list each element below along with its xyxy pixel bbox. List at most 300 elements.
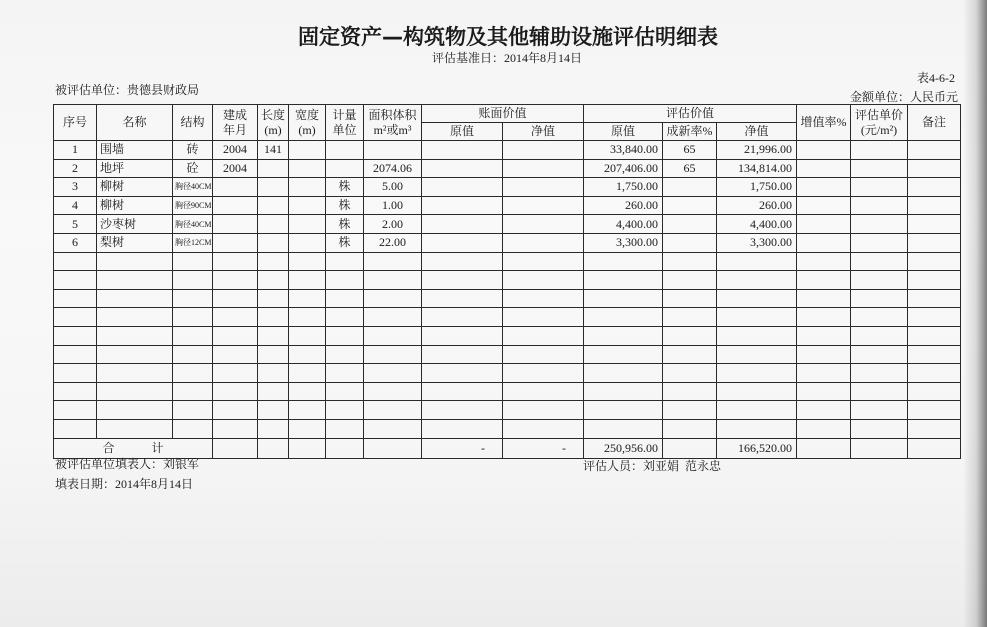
build-date-cell: [213, 233, 258, 252]
book-original-cell: [422, 141, 503, 160]
increase-rate-cell: [797, 419, 851, 438]
length-cell: [258, 401, 289, 420]
measure-unit-cell: [326, 289, 364, 308]
header-remarks: 备注: [908, 105, 961, 141]
header-line: 单位: [332, 122, 357, 137]
seq-cell: [54, 289, 97, 308]
seq-cell: [54, 271, 97, 290]
structure-cell: [173, 345, 213, 364]
book-original-cell: [422, 382, 503, 401]
build-date-cell: [213, 289, 258, 308]
newness-rate-cell: 65: [663, 141, 717, 160]
name-cell: [97, 289, 173, 308]
name-cell: [97, 364, 173, 383]
unit-price-cell: [851, 196, 908, 215]
table-row: [54, 233, 961, 252]
header-line: 面积体积: [368, 107, 417, 122]
newness-rate-cell: [663, 308, 717, 327]
length-cell: [258, 215, 289, 234]
book-net-cell: [503, 364, 584, 383]
book-original-cell: [422, 419, 503, 438]
newness-rate-cell: [663, 382, 717, 401]
increase-rate-cell: [797, 233, 851, 252]
measure-unit-cell: [326, 326, 364, 345]
length-cell: [258, 196, 289, 215]
length-cell: [258, 233, 289, 252]
book-original-cell: [422, 326, 503, 345]
newness-rate-cell: [663, 326, 717, 345]
empty-row: [54, 289, 961, 308]
build-date-cell: [213, 345, 258, 364]
appraisers: 评估人员：刘亚娟 范永忠: [583, 459, 722, 473]
width-cell: [289, 141, 326, 160]
unit-price-cell: [851, 233, 908, 252]
header-line: 年月: [222, 122, 247, 137]
empty-row: [54, 308, 961, 327]
width-cell: [289, 326, 326, 345]
unit-price-cell: [851, 326, 908, 345]
increase-rate-cell: [797, 364, 851, 383]
appraised-net-cell: [717, 419, 797, 438]
book-net-cell: [503, 252, 584, 271]
appraised-original-cell: 260.00: [584, 196, 663, 215]
measure-unit-cell: [326, 419, 364, 438]
header-line: 评估单价: [855, 107, 904, 122]
structure-cell: [173, 401, 213, 420]
filled-by: 被评估单位填表人：刘银军: [55, 457, 200, 471]
build-date-cell: [213, 326, 258, 345]
name-cell: 地坪: [97, 159, 173, 178]
table-total: [54, 438, 961, 458]
newness-rate-cell: [663, 345, 717, 364]
appraised-net-cell: [717, 382, 797, 401]
increase-rate-cell: [797, 308, 851, 327]
newness-rate-cell: [663, 196, 717, 215]
measure-unit-cell: [326, 141, 364, 160]
book-net-cell: [503, 215, 584, 234]
header-line: m²或m³: [373, 122, 412, 137]
width-cell: [289, 159, 326, 178]
header-unit-price: [851, 105, 908, 141]
measure-unit-cell: [326, 345, 364, 364]
total-label: 合 计: [54, 438, 213, 458]
appraised-original-cell: [584, 364, 663, 383]
measure-unit-cell: [326, 252, 364, 271]
appraised-original-cell: [584, 308, 663, 327]
total-width-cell: [289, 438, 326, 458]
structure-cell: 胸径40CM: [173, 178, 213, 197]
increase-rate-cell: [797, 141, 851, 160]
measure-unit-cell: [326, 382, 364, 401]
header-newness-rate: 成新率%: [663, 123, 717, 141]
seq-cell: [54, 326, 97, 345]
unit-price-cell: [851, 252, 908, 271]
book-net-cell: [503, 382, 584, 401]
total-appraised-original: 250,956.00: [584, 438, 663, 458]
quantity-cell: [364, 326, 422, 345]
base-date: 评估基准日：2014年8月14日: [431, 51, 582, 65]
book-net-cell: [503, 401, 584, 420]
book-original-cell: [422, 178, 503, 197]
book-original-cell: [422, 215, 503, 234]
remarks-cell: [908, 271, 961, 290]
width-cell: [289, 364, 326, 383]
book-original-cell: [422, 159, 503, 178]
header-line: (m): [298, 122, 316, 137]
structure-cell: 砼: [173, 159, 213, 178]
width-cell: [289, 215, 326, 234]
name-cell: [97, 252, 173, 271]
empty-row: [54, 401, 961, 420]
appraised-net-cell: [717, 252, 797, 271]
unit-price-cell: [851, 308, 908, 327]
width-cell: [289, 289, 326, 308]
increase-rate-cell: [797, 159, 851, 178]
remarks-cell: [908, 252, 961, 271]
header-appraised-value: 评估价值: [584, 105, 797, 123]
width-cell: [289, 233, 326, 252]
total-measure-unit-cell: [326, 438, 364, 458]
appraised-net-cell: [717, 345, 797, 364]
quantity-cell: [364, 141, 422, 160]
header-book-net: 净值: [503, 123, 584, 141]
measure-unit-cell: [326, 308, 364, 327]
unit-price-cell: [851, 419, 908, 438]
newness-rate-cell: [663, 289, 717, 308]
name-cell: 柳树: [97, 178, 173, 197]
unit-price-cell: [851, 178, 908, 197]
header-line: 建成: [222, 107, 247, 122]
empty-row: [54, 382, 961, 401]
build-date-cell: [213, 382, 258, 401]
book-net-cell: [503, 289, 584, 308]
newness-rate-cell: [663, 233, 717, 252]
measure-unit-cell: [326, 401, 364, 420]
book-original-cell: [422, 364, 503, 383]
width-cell: [289, 382, 326, 401]
book-original-cell: [422, 289, 503, 308]
seq-cell: 5: [54, 215, 97, 234]
unit-price-cell: [851, 345, 908, 364]
measure-unit-cell: 株: [326, 178, 364, 197]
book-net-cell: [503, 326, 584, 345]
header-seq: 序号: [54, 105, 97, 141]
book-net-cell: [503, 271, 584, 290]
name-cell: [97, 271, 173, 290]
newness-rate-cell: [663, 215, 717, 234]
unit-price-cell: [851, 215, 908, 234]
total-quantity-cell: [364, 438, 422, 458]
remarks-cell: [908, 196, 961, 215]
build-date-cell: [213, 178, 258, 197]
appraised-original-cell: 1,750.00: [584, 178, 663, 197]
empty-row: [54, 326, 961, 345]
quantity-cell: [364, 419, 422, 438]
remarks-cell: [908, 364, 961, 383]
appraised-original-cell: [584, 382, 663, 401]
table-row: [54, 159, 961, 178]
document-title: 固定资产—构筑物及其他辅助设施评估明细表: [298, 25, 718, 49]
width-cell: [289, 178, 326, 197]
remarks-cell: [908, 178, 961, 197]
header-line: (元/m²): [860, 122, 898, 137]
quantity-cell: 2.00: [364, 215, 422, 234]
seq-cell: 6: [54, 233, 97, 252]
structure-cell: [173, 419, 213, 438]
appraised-net-cell: [717, 364, 797, 383]
header-line: (m): [264, 122, 282, 137]
appraised-original-cell: 4,400.00: [584, 215, 663, 234]
seq-cell: [54, 364, 97, 383]
appraised-net-cell: 4,400.00: [717, 215, 797, 234]
appraisal-detail-table: [53, 104, 961, 459]
appraised-original-cell: [584, 326, 663, 345]
increase-rate-cell: [797, 345, 851, 364]
book-net-cell: [503, 141, 584, 160]
unit-price-cell: [851, 382, 908, 401]
structure-cell: 砖: [173, 141, 213, 160]
book-original-cell: [422, 252, 503, 271]
table-row: [54, 141, 961, 160]
book-net-cell: [503, 419, 584, 438]
seq-cell: [54, 401, 97, 420]
book-original-cell: [422, 233, 503, 252]
seq-cell: 1: [54, 141, 97, 160]
quantity-cell: [364, 308, 422, 327]
structure-cell: [173, 308, 213, 327]
build-date-cell: [213, 401, 258, 420]
appraised-net-cell: 260.00: [717, 196, 797, 215]
newness-rate-cell: [663, 364, 717, 383]
quantity-cell: 1.00: [364, 196, 422, 215]
name-cell: [97, 419, 173, 438]
appraised-net-cell: [717, 271, 797, 290]
remarks-cell: [908, 382, 961, 401]
structure-cell: 胸径90CM: [173, 196, 213, 215]
unit-price-cell: [851, 364, 908, 383]
quantity-cell: [364, 289, 422, 308]
build-date-cell: [213, 252, 258, 271]
length-cell: [258, 419, 289, 438]
newness-rate-cell: [663, 271, 717, 290]
table-row: [54, 196, 961, 215]
build-date-cell: [213, 364, 258, 383]
length-cell: [258, 308, 289, 327]
total-book-original: -: [422, 438, 503, 458]
structure-cell: 胸径40CM: [173, 215, 213, 234]
increase-rate-cell: [797, 215, 851, 234]
remarks-cell: [908, 159, 961, 178]
header-width: [289, 105, 326, 141]
table-body: [54, 141, 961, 439]
measure-unit-cell: 株: [326, 215, 364, 234]
measure-unit-cell: [326, 159, 364, 178]
name-cell: [97, 308, 173, 327]
structure-cell: [173, 364, 213, 383]
empty-row: [54, 419, 961, 438]
length-cell: [258, 326, 289, 345]
structure-cell: [173, 382, 213, 401]
quantity-cell: [364, 345, 422, 364]
increase-rate-cell: [797, 252, 851, 271]
remarks-cell: [908, 326, 961, 345]
width-cell: [289, 345, 326, 364]
header-structure: 结构: [173, 105, 213, 141]
header-build-date: [213, 105, 258, 141]
increase-rate-cell: [797, 326, 851, 345]
empty-row: [54, 271, 961, 290]
increase-rate-cell: [797, 401, 851, 420]
build-date-cell: [213, 308, 258, 327]
unit-price-cell: [851, 401, 908, 420]
structure-cell: [173, 289, 213, 308]
build-date-cell: [213, 271, 258, 290]
quantity-cell: [364, 271, 422, 290]
empty-row: [54, 345, 961, 364]
appraised-original-cell: [584, 252, 663, 271]
total-build-date-cell: [213, 438, 258, 458]
appraised-net-cell: 134,814.00: [717, 159, 797, 178]
remarks-cell: [908, 289, 961, 308]
name-cell: 梨树: [97, 233, 173, 252]
length-cell: [258, 364, 289, 383]
length-cell: [258, 178, 289, 197]
appraised-net-cell: [717, 401, 797, 420]
header-increase-rate: 增值率%: [797, 105, 851, 141]
quantity-cell: [364, 252, 422, 271]
structure-cell: [173, 326, 213, 345]
seq-cell: 3: [54, 178, 97, 197]
appraised-net-cell: 21,996.00: [717, 141, 797, 160]
measure-unit-cell: [326, 271, 364, 290]
remarks-cell: [908, 345, 961, 364]
seq-cell: [54, 419, 97, 438]
appraised-original-cell: 207,406.00: [584, 159, 663, 178]
total-appraised-net: 166,520.00: [717, 438, 797, 458]
table-number: 表4-6-2: [917, 71, 955, 85]
name-cell: [97, 382, 173, 401]
width-cell: [289, 308, 326, 327]
width-cell: [289, 271, 326, 290]
total-newness-rate-cell: [663, 438, 717, 458]
appraised-net-cell: 1,750.00: [717, 178, 797, 197]
quantity-cell: 22.00: [364, 233, 422, 252]
remarks-cell: [908, 215, 961, 234]
increase-rate-cell: [797, 289, 851, 308]
remarks-cell: [908, 419, 961, 438]
measure-unit-cell: 株: [326, 233, 364, 252]
seq-cell: [54, 308, 97, 327]
length-cell: 141: [258, 141, 289, 160]
increase-rate-cell: [797, 196, 851, 215]
quantity-cell: 2074.06: [364, 159, 422, 178]
unit-price-cell: [851, 271, 908, 290]
width-cell: [289, 252, 326, 271]
book-original-cell: [422, 345, 503, 364]
seq-cell: [54, 345, 97, 364]
table-row: [54, 215, 961, 234]
unit-price-cell: [851, 159, 908, 178]
unit-price-cell: [851, 141, 908, 160]
total-row: [54, 438, 961, 458]
appraised-entity: 被评估单位：贵德县财政局: [55, 83, 200, 97]
increase-rate-cell: [797, 382, 851, 401]
total-remarks-cell: [908, 438, 961, 458]
length-cell: [258, 271, 289, 290]
appraised-original-cell: 3,300.00: [584, 233, 663, 252]
build-date-cell: 2004: [213, 159, 258, 178]
header-line: 长度: [261, 107, 286, 122]
book-net-cell: [503, 196, 584, 215]
unit-price-cell: [851, 289, 908, 308]
seq-cell: 4: [54, 196, 97, 215]
appraised-net-cell: [717, 326, 797, 345]
appraised-original-cell: [584, 419, 663, 438]
newness-rate-cell: [663, 178, 717, 197]
measure-unit-cell: 株: [326, 196, 364, 215]
currency-unit: 金额单位：人民币元: [849, 90, 958, 104]
length-cell: [258, 289, 289, 308]
remarks-cell: [908, 233, 961, 252]
appraised-original-cell: [584, 401, 663, 420]
header-appraised-net: 净值: [717, 123, 797, 141]
quantity-cell: [364, 364, 422, 383]
seq-cell: 2: [54, 159, 97, 178]
table-header: [54, 105, 961, 141]
total-unit-price-cell: [851, 438, 908, 458]
structure-cell: [173, 252, 213, 271]
remarks-cell: [908, 141, 961, 160]
quantity-cell: [364, 382, 422, 401]
length-cell: [258, 345, 289, 364]
length-cell: [258, 252, 289, 271]
header-line: 计量: [332, 107, 357, 122]
name-cell: 柳树: [97, 196, 173, 215]
appraised-original-cell: [584, 345, 663, 364]
header-book-value: 账面价值: [422, 105, 584, 123]
header-book-original: 原值: [422, 123, 503, 141]
name-cell: [97, 401, 173, 420]
binding-shadow: [963, 0, 987, 627]
increase-rate-cell: [797, 178, 851, 197]
length-cell: [258, 159, 289, 178]
appraised-net-cell: [717, 289, 797, 308]
length-cell: [258, 382, 289, 401]
book-net-cell: [503, 308, 584, 327]
total-length-cell: [258, 438, 289, 458]
book-net-cell: [503, 178, 584, 197]
total-book-net: -: [503, 438, 584, 458]
seq-cell: [54, 252, 97, 271]
name-cell: [97, 345, 173, 364]
book-original-cell: [422, 308, 503, 327]
newness-rate-cell: [663, 419, 717, 438]
measure-unit-cell: [326, 364, 364, 383]
build-date-cell: [213, 196, 258, 215]
newness-rate-cell: [663, 252, 717, 271]
build-date-cell: 2004: [213, 141, 258, 160]
width-cell: [289, 401, 326, 420]
build-date-cell: [213, 215, 258, 234]
appraised-original-cell: [584, 271, 663, 290]
book-original-cell: [422, 401, 503, 420]
width-cell: [289, 196, 326, 215]
book-net-cell: [503, 233, 584, 252]
empty-row: [54, 364, 961, 383]
remarks-cell: [908, 401, 961, 420]
header-length: [258, 105, 289, 141]
appraised-original-cell: 33,840.00: [584, 141, 663, 160]
